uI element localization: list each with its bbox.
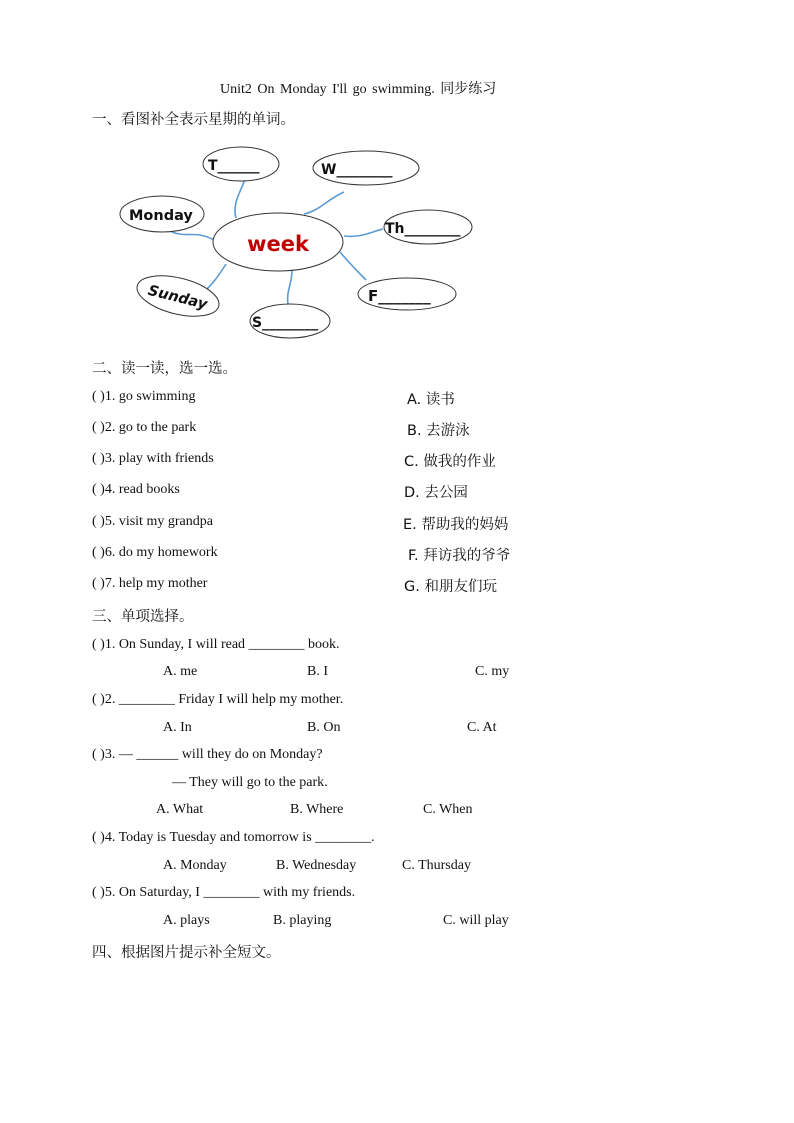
choice-question-4[interactable]: ( )4. Today is Tuesday and tomorrow is ________. — [92, 830, 375, 845]
choice-question-5[interactable]: ( )5. On Saturday, I ________ with my friends. — [92, 885, 356, 900]
choice-question-1[interactable]: ( )1. On Sunday, I will read ________ book. — [92, 637, 340, 652]
match-answer-b: B. 去游泳 — [407, 423, 470, 439]
monday-label: Monday — [129, 208, 193, 224]
q5-option-a[interactable]: A. plays — [163, 913, 210, 928]
thursday-blank[interactable]: Th________ — [385, 221, 461, 237]
sunday-label: Sunday — [146, 282, 209, 313]
match-question-2[interactable]: ( )2. go to the park — [92, 420, 197, 435]
section2-heading: 二、读一读，选一选。 — [92, 361, 237, 377]
match-answer-e: E. 帮助我的妈妈 — [403, 517, 509, 533]
friday-blank[interactable]: F_______ — [368, 287, 431, 305]
q1-option-b[interactable]: B. I — [307, 664, 328, 679]
choice-question-2[interactable]: ( )2. ________ Friday I will help my mother. — [92, 692, 344, 707]
match-question-6[interactable]: ( )6. do my homework — [92, 545, 218, 560]
match-question-7[interactable]: ( )7. help my mother — [92, 576, 208, 591]
week-mind-map — [96, 140, 486, 350]
wednesday-blank[interactable]: W________ — [321, 162, 393, 178]
match-answer-a: A. 读书 — [407, 392, 455, 408]
q1-option-a[interactable]: A. me — [163, 664, 198, 679]
choice-question-3[interactable]: ( )3. — ______ will they do on Monday? — [92, 747, 323, 762]
match-question-3[interactable]: ( )3. play with friends — [92, 451, 214, 466]
match-question-1[interactable]: ( )1. go swimming — [92, 389, 196, 404]
match-answer-d: D. 去公园 — [404, 485, 468, 501]
q1-option-c[interactable]: C. my — [475, 664, 510, 679]
q5-option-c[interactable]: C. will play — [443, 913, 509, 928]
match-answer-f: F. 拜访我的爷爷 — [408, 548, 511, 564]
match-answer-g: G. 和朋友们玩 — [404, 579, 497, 595]
match-question-5[interactable]: ( )5. visit my grandpa — [92, 514, 213, 529]
section4-heading: 四、根据图片提示补全短文。 — [92, 945, 281, 961]
q4-option-a[interactable]: A. Monday — [163, 858, 227, 873]
q2-option-c[interactable]: C. At — [467, 720, 497, 735]
worksheet-title: Unit2 On Monday I'll go swimming. 同步练习 — [220, 82, 497, 97]
q4-option-b[interactable]: B. Wednesday — [276, 858, 357, 873]
q5-option-b[interactable]: B. playing — [273, 913, 332, 928]
match-answer-c: C. 做我的作业 — [404, 454, 496, 470]
q3-option-b[interactable]: B. Where — [290, 802, 344, 817]
section3-heading: 三、单项选择。 — [92, 609, 194, 625]
q2-option-a[interactable]: A. In — [163, 720, 192, 735]
saturday-blank[interactable]: S________ — [252, 315, 319, 331]
match-question-4[interactable]: ( )4. read books — [92, 482, 180, 497]
q2-option-b[interactable]: B. On — [307, 720, 341, 735]
q4-option-c[interactable]: C. Thursday — [402, 858, 471, 873]
section1-heading: 一、看图补全表示星期的单词。 — [92, 112, 295, 128]
q3-reply: — They will go to the park. — [172, 775, 328, 790]
q3-option-a[interactable]: A. What — [156, 802, 204, 817]
tuesday-blank[interactable]: T______ — [208, 158, 260, 174]
q3-option-c[interactable]: C. When — [423, 802, 473, 817]
week-label: week — [247, 232, 309, 256]
